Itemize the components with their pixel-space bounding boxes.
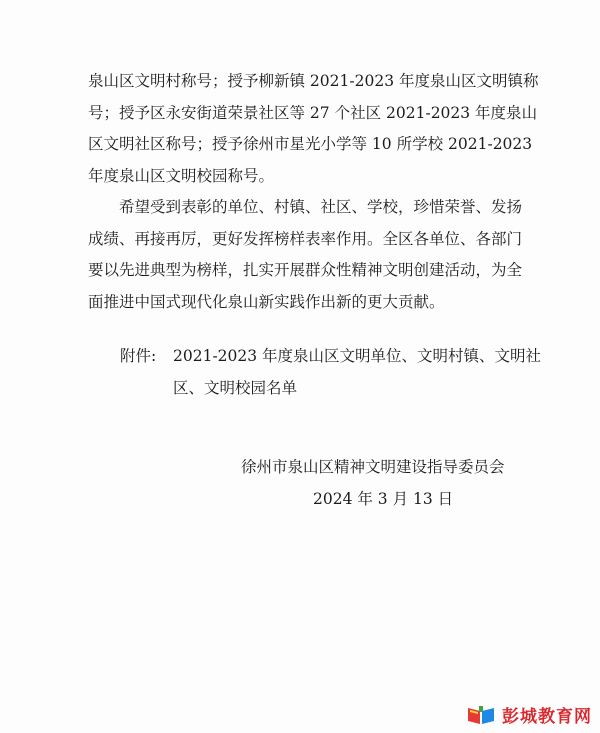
text-line: 号；授予区永安街道荣景社区等 27 个社区 2021-2023 年度泉山 — [88, 103, 538, 122]
paragraph-awards — [88, 66, 539, 192]
text-line: 要以先进典型为榜样，扎实开展群众性精神文明创建活动，为全 — [88, 261, 523, 279]
text-line: 区、文明校园名单 — [173, 378, 298, 397]
text-line: 区文明社区称号；授予徐州市星光小学等 10 所学校 2021-2023 — [88, 135, 533, 153]
site-watermark — [466, 702, 592, 727]
text-line: 2021-2023 年度泉山区文明单位、文明村镇、文明社 — [173, 347, 542, 365]
text-line: 成绩、再接再厉，更好发挥榜样表率作用。全区各单位、各部门 — [88, 229, 523, 248]
attachment-label: 附件: — [120, 347, 157, 365]
paragraph-hope — [88, 192, 528, 318]
text-line: 面推进中国式现代化泉山新实践作出新的更大贡献。 — [88, 292, 445, 311]
text-line: 泉山区文明村称号；授予柳新镇 2021-2023 年度泉山区文明镇称 — [88, 72, 539, 90]
text-line: 希望受到表彰的单位、村镇、社区、学校，珍惜荣誉、发扬 — [119, 198, 523, 216]
watermark-text: 彭城教育网 — [502, 707, 592, 727]
attachment-text — [173, 341, 541, 404]
text-line: 年度泉山区文明校园称号。 — [88, 166, 275, 185]
signature-date: 2024 年 3 月 13 日 — [313, 490, 454, 508]
signature-organization: 徐州市泉山区精神文明建设指导委员会 — [241, 458, 505, 476]
book-icon — [466, 704, 496, 726]
